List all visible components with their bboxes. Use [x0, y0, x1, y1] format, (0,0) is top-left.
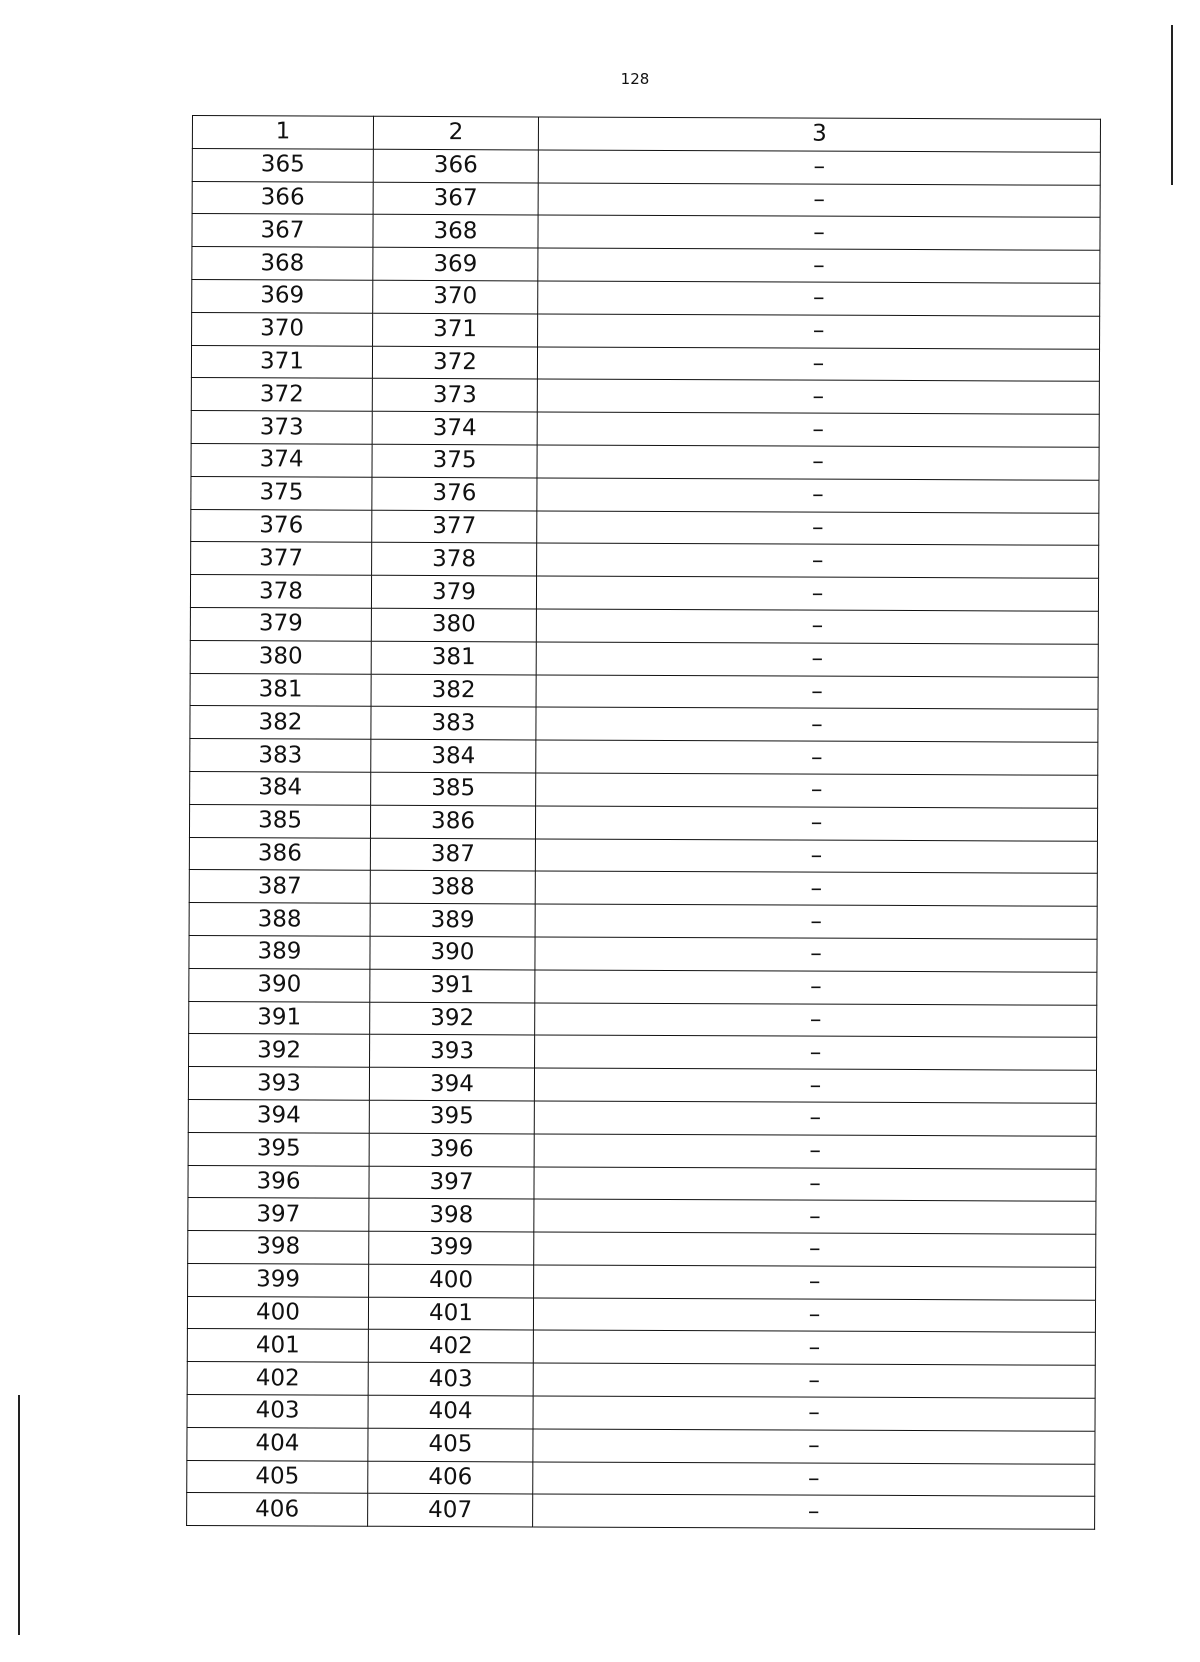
table-cell-col-1: 386: [189, 837, 370, 871]
column-header-1: 1: [192, 116, 373, 150]
table-row: [191, 476, 1099, 513]
table-cell-col-3: –: [538, 183, 1100, 218]
table-cell-col-1: 369: [192, 279, 373, 313]
table-cell-col-2: 388: [370, 871, 535, 904]
table-cell-col-1: 399: [188, 1263, 369, 1297]
table-cell-col-3: –: [533, 1494, 1095, 1529]
table-cell-col-3: –: [537, 445, 1099, 480]
table-cell-col-2: 394: [369, 1067, 534, 1100]
table-cell-col-1: 379: [190, 607, 371, 641]
table-cell-col-3: –: [534, 1265, 1096, 1300]
table-cell-col-2: 393: [370, 1035, 535, 1068]
table-cell-col-2: 382: [371, 674, 536, 707]
table-cell-col-2: 407: [368, 1494, 533, 1527]
table-cell-col-1: 405: [187, 1460, 368, 1494]
table-row: [188, 1099, 1096, 1136]
table-cell-col-3: –: [536, 609, 1098, 644]
table-cell-col-3: –: [535, 970, 1097, 1005]
table-cell-col-2: 367: [373, 182, 538, 215]
table-row: [190, 739, 1098, 776]
table-cell-col-1: 397: [188, 1198, 369, 1232]
table-cell-col-1: 404: [187, 1427, 368, 1461]
table-cell-col-1: 367: [192, 214, 373, 248]
table-cell-col-3: –: [535, 838, 1097, 873]
table-row: [187, 1395, 1095, 1432]
table-row: [189, 903, 1097, 940]
table-row: [192, 181, 1100, 218]
table-row: [188, 1132, 1096, 1169]
table-row: [189, 804, 1097, 841]
table-cell-col-2: 386: [370, 805, 535, 838]
table-cell-col-1: 383: [190, 739, 371, 773]
table-cell-col-2: 383: [371, 707, 536, 740]
table-cell-col-1: 374: [191, 443, 372, 477]
table-cell-col-2: 366: [373, 149, 538, 182]
table-cell-col-1: 401: [187, 1329, 368, 1363]
column-header-3: 3: [538, 117, 1100, 152]
table-row: [192, 279, 1100, 316]
table-cell-col-3: –: [535, 1035, 1097, 1070]
table-cell-col-2: 371: [373, 313, 538, 346]
table-cell-col-2: 372: [372, 346, 537, 379]
table-cell-col-3: –: [534, 1068, 1096, 1103]
table-cell-col-3: –: [533, 1429, 1095, 1464]
table-cell-col-2: 401: [368, 1297, 533, 1330]
table-cell-col-3: –: [533, 1330, 1095, 1365]
table-cell-col-2: 375: [372, 444, 537, 477]
table-row: [191, 542, 1099, 579]
table-cell-col-1: 385: [189, 804, 370, 838]
table-cell-col-2: 398: [369, 1199, 534, 1232]
table-row: [189, 1034, 1097, 1071]
table-cell-col-2: 379: [371, 575, 536, 608]
table-row: [188, 1231, 1096, 1268]
table-cell-col-2: 376: [372, 477, 537, 510]
table-cell-col-2: 387: [370, 838, 535, 871]
table-row: [192, 148, 1100, 185]
table-cell-col-3: –: [537, 412, 1099, 447]
table-cell-col-3: –: [534, 1166, 1096, 1201]
table-row: [190, 575, 1098, 612]
table-cell-col-2: 378: [372, 543, 537, 576]
table-row: [187, 1460, 1095, 1497]
table-cell-col-1: 390: [189, 968, 370, 1002]
table-cell-col-1: 398: [188, 1231, 369, 1265]
table-cell-col-3: –: [533, 1363, 1095, 1398]
table-cell-col-2: 402: [368, 1330, 533, 1363]
table-cell-col-3: –: [538, 314, 1100, 349]
table-row: [190, 706, 1098, 743]
left-margin-line: [18, 1395, 20, 1635]
table-cell-col-3: –: [536, 740, 1098, 775]
table-cell-col-1: 382: [190, 706, 371, 740]
table-row: [192, 312, 1100, 349]
table-row: [189, 837, 1097, 874]
table-cell-col-2: 403: [368, 1363, 533, 1396]
table-cell-col-2: 368: [373, 215, 538, 248]
table-cell-col-3: –: [533, 1462, 1095, 1497]
table-row: [187, 1427, 1095, 1464]
table-cell-col-3: –: [535, 871, 1097, 906]
table-cell-col-1: 387: [189, 870, 370, 904]
table-row: [191, 509, 1099, 546]
table-cell-col-1: 381: [190, 673, 371, 707]
table-row: [187, 1493, 1095, 1530]
table-cell-col-3: –: [535, 806, 1097, 841]
table-cell-col-3: –: [534, 1232, 1096, 1267]
table-cell-col-2: 381: [371, 641, 536, 674]
table-cell-col-3: –: [538, 281, 1100, 316]
table-row: [188, 1198, 1096, 1235]
table-cell-col-2: 374: [372, 411, 537, 444]
table-cell-col-2: 392: [370, 1002, 535, 1035]
table-cell-col-2: 370: [373, 280, 538, 313]
table-cell-col-1: 373: [191, 411, 372, 445]
table-row: [190, 771, 1098, 808]
table-row: [188, 1263, 1096, 1300]
table-cell-col-2: 405: [368, 1428, 533, 1461]
table-cell-col-1: 393: [188, 1067, 369, 1101]
table-cell-col-1: 389: [189, 935, 370, 969]
column-header-2: 2: [373, 116, 538, 149]
table-cell-col-2: 396: [369, 1133, 534, 1166]
table-cell-col-3: –: [533, 1298, 1095, 1333]
table-cell-col-3: –: [536, 642, 1098, 677]
table-cell-col-1: 406: [187, 1493, 368, 1527]
table-cell-col-1: 365: [192, 148, 373, 182]
table-cell-col-3: –: [537, 543, 1099, 578]
table-cell-col-3: –: [537, 379, 1099, 414]
table-cell-col-2: 395: [369, 1100, 534, 1133]
table-cell-col-2: 373: [372, 379, 537, 412]
table-cell-col-2: 390: [370, 936, 535, 969]
table-cell-col-1: 380: [190, 640, 371, 674]
table-cell-col-2: 384: [371, 739, 536, 772]
table-row: [188, 1165, 1096, 1202]
table-cell-col-1: 366: [192, 181, 373, 215]
table-cell-col-2: 380: [371, 608, 536, 641]
table-cell-col-1: 388: [189, 903, 370, 937]
table-cell-col-3: –: [536, 674, 1098, 709]
table-cell-col-3: –: [533, 1396, 1095, 1431]
table-cell-col-2: 391: [370, 969, 535, 1002]
table-cell-col-1: 377: [191, 542, 372, 576]
table-cell-col-1: 368: [192, 247, 373, 281]
table-row: [189, 968, 1097, 1005]
table-row: [188, 1067, 1096, 1104]
table-row: [191, 443, 1099, 480]
table-cell-col-2: 385: [371, 772, 536, 805]
table-row: [187, 1329, 1095, 1366]
table-cell-col-3: –: [535, 904, 1097, 939]
table-cell-col-2: 377: [372, 510, 537, 543]
table-row: [190, 640, 1098, 677]
table-cell-col-3: –: [534, 1199, 1096, 1234]
table-cell-col-1: 376: [191, 509, 372, 543]
table-cell-col-1: 392: [189, 1034, 370, 1068]
page-number: 128: [620, 70, 650, 88]
table-cell-col-1: 372: [191, 378, 372, 412]
table-cell-col-3: –: [537, 478, 1099, 513]
table-cell-col-1: 400: [187, 1296, 368, 1330]
table-row: [189, 870, 1097, 907]
table-cell-col-3: –: [536, 576, 1098, 611]
right-margin-line: [1171, 25, 1173, 185]
table-cell-col-1: 384: [190, 771, 371, 805]
table-cell-col-2: 369: [373, 247, 538, 280]
table-cell-col-2: 399: [369, 1231, 534, 1264]
table-row: [192, 214, 1100, 251]
table-cell-col-2: 406: [368, 1461, 533, 1494]
table-row: [190, 673, 1098, 710]
table-cell-col-1: 375: [191, 476, 372, 510]
table-cell-col-2: 397: [369, 1166, 534, 1199]
table-cell-col-1: 396: [188, 1165, 369, 1199]
table-cell-col-1: 403: [187, 1395, 368, 1429]
table-header-row: [192, 116, 1100, 153]
table-cell-col-1: 395: [188, 1132, 369, 1166]
table-cell-col-3: –: [535, 1002, 1097, 1037]
table-row: [187, 1296, 1095, 1333]
table-cell-col-1: 391: [189, 1001, 370, 1035]
table-cell-col-1: 370: [192, 312, 373, 346]
table-row: [191, 378, 1099, 415]
table-cell-col-3: –: [538, 215, 1100, 250]
table-body: [187, 148, 1101, 1529]
table-row: [190, 607, 1098, 644]
table-row: [189, 935, 1097, 972]
table-cell-col-3: –: [536, 773, 1098, 808]
table-cell-col-3: –: [537, 511, 1099, 546]
table-cell-col-1: 402: [187, 1362, 368, 1396]
table-row: [187, 1362, 1095, 1399]
data-table: [186, 115, 1101, 1530]
table-cell-col-3: –: [538, 248, 1100, 283]
table-cell-col-3: –: [536, 707, 1098, 742]
table-cell-col-3: –: [534, 1134, 1096, 1169]
table-cell-col-3: –: [538, 150, 1100, 185]
table-cell-col-2: 389: [370, 903, 535, 936]
table-cell-col-2: 404: [368, 1395, 533, 1428]
table-cell-col-3: –: [534, 1101, 1096, 1136]
table-row: [192, 247, 1100, 284]
table-cell-col-3: –: [535, 937, 1097, 972]
table-cell-col-3: –: [537, 347, 1099, 382]
table-cell-col-2: 400: [369, 1264, 534, 1297]
table-row: [189, 1001, 1097, 1038]
table-cell-col-1: 394: [188, 1099, 369, 1133]
table-row: [191, 411, 1099, 448]
table-cell-col-1: 371: [191, 345, 372, 379]
table-row: [191, 345, 1099, 382]
table-cell-col-1: 378: [190, 575, 371, 609]
